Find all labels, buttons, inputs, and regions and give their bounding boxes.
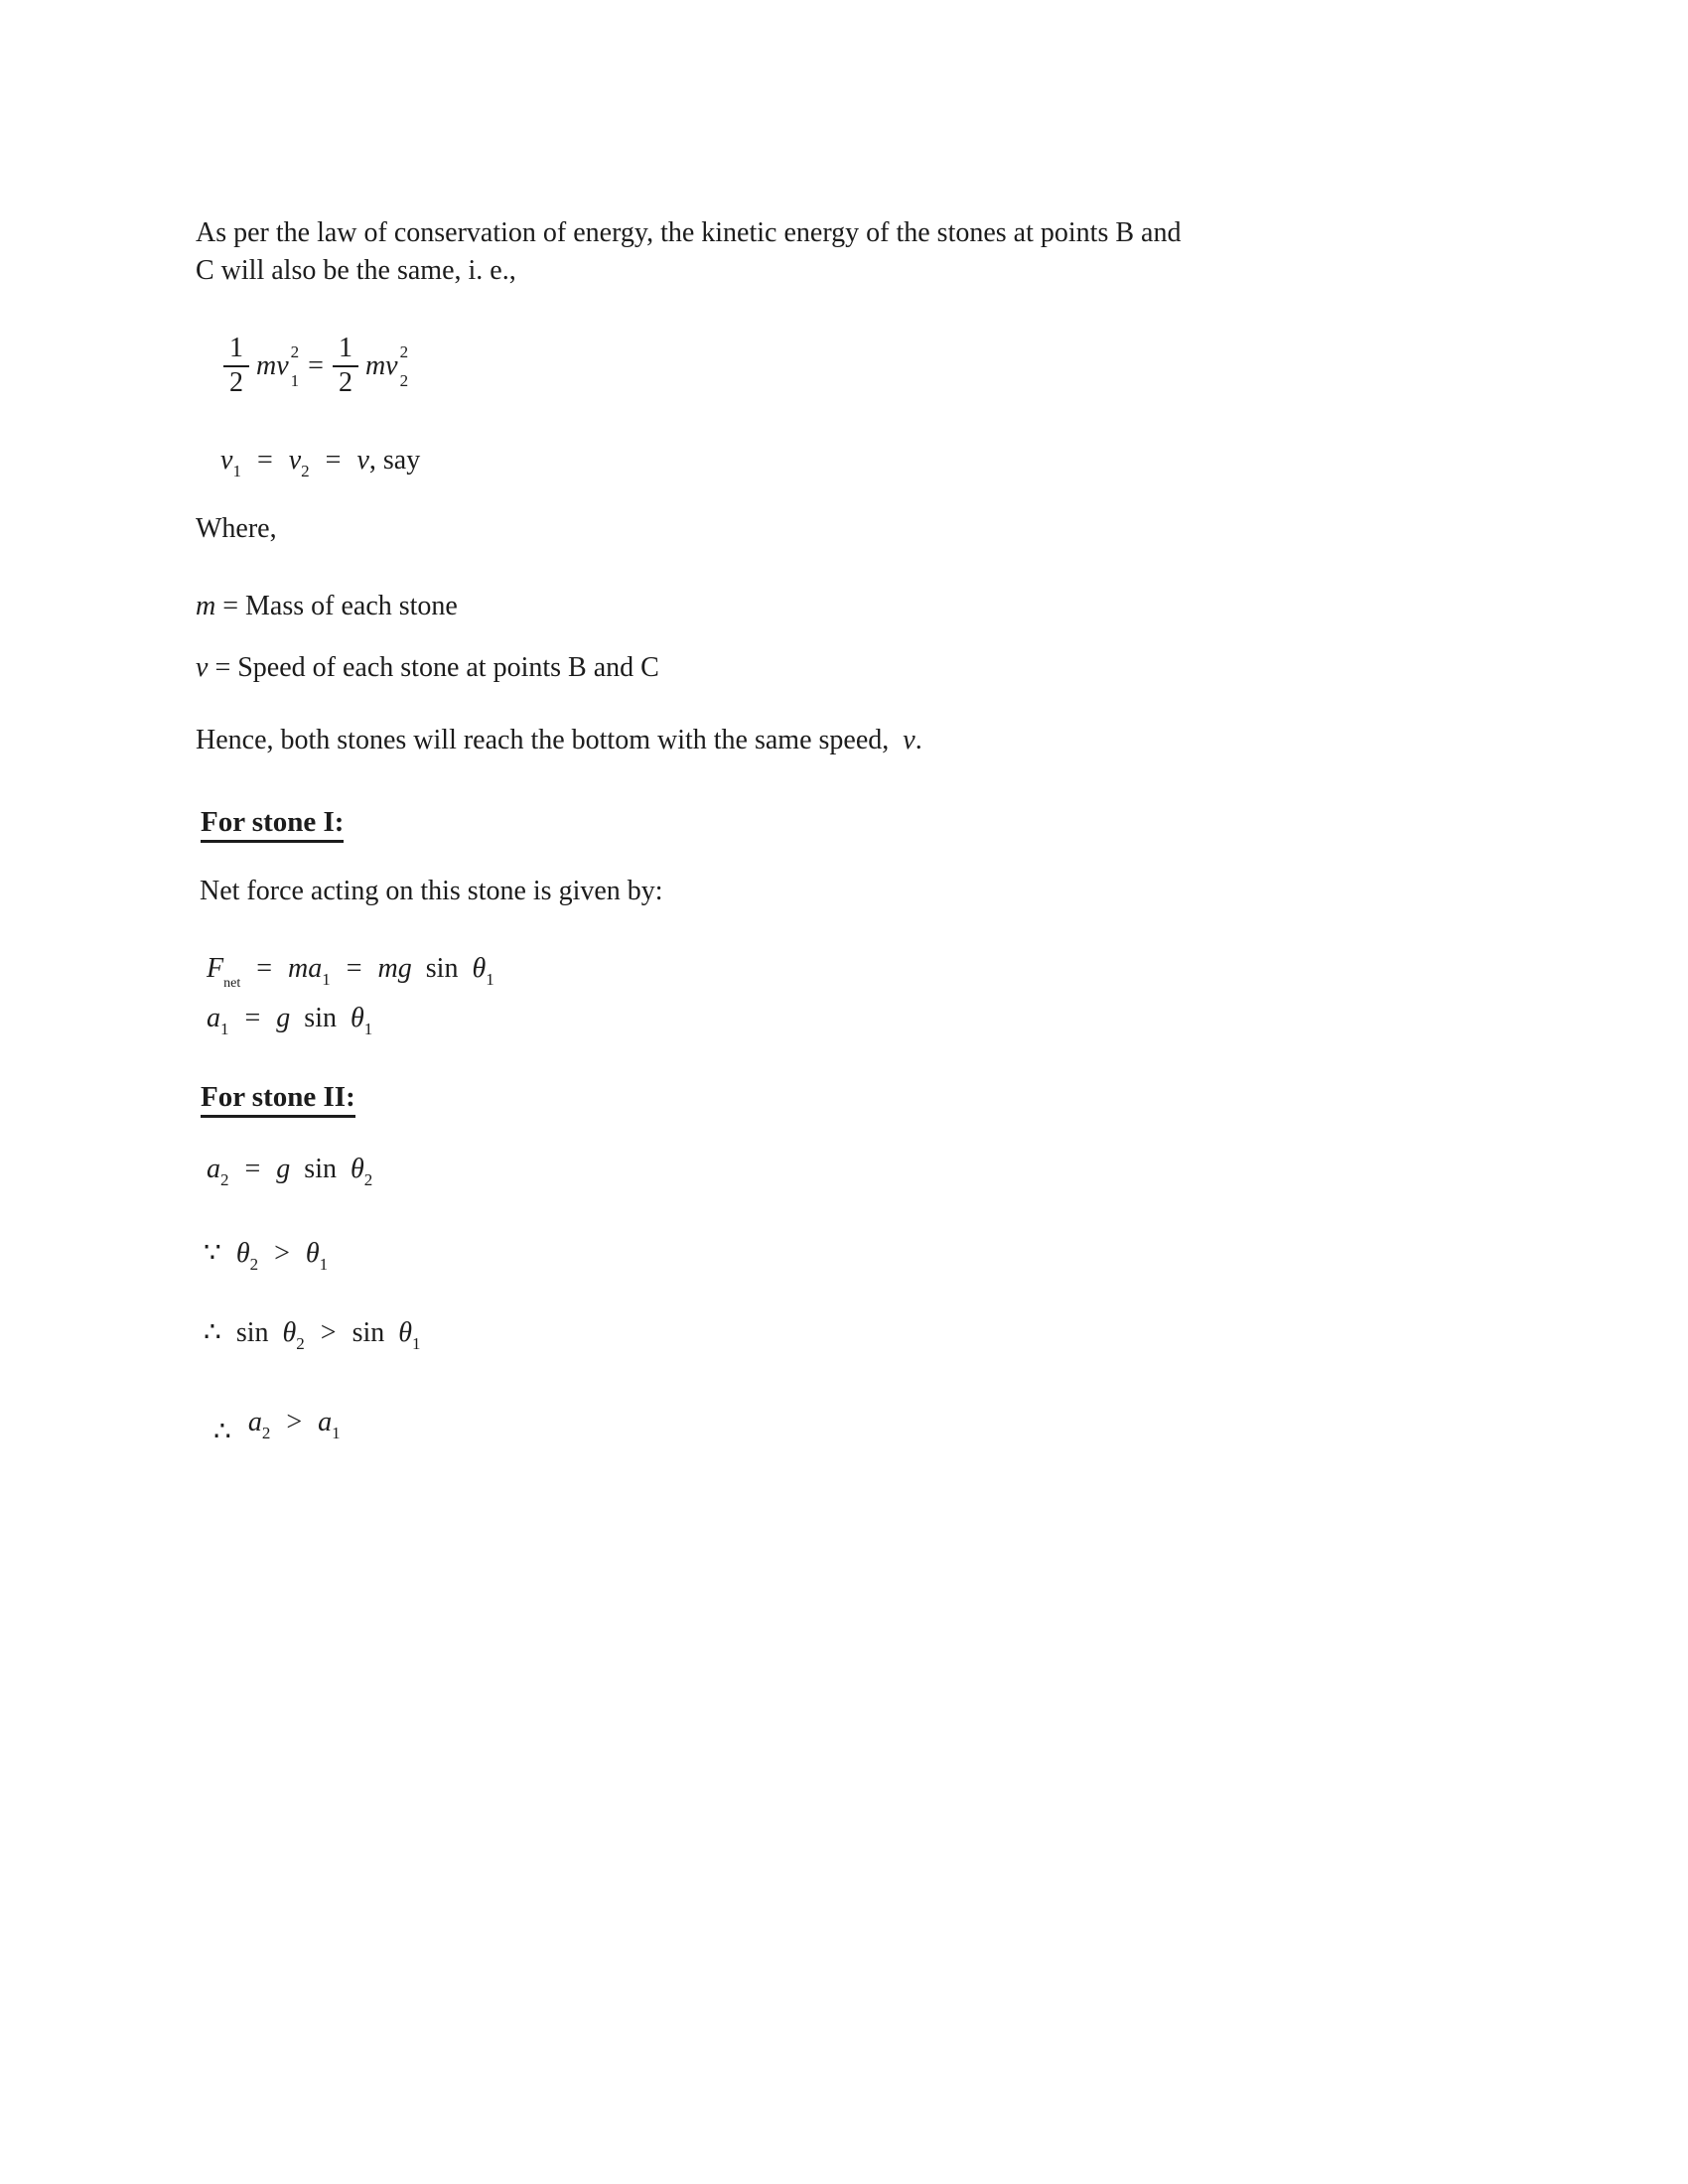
equals-sign: =: [256, 953, 273, 984]
sub-1: 1: [319, 1255, 329, 1274]
sub-2: 2: [261, 1424, 271, 1442]
term-mv1: mv: [256, 349, 289, 381]
sin-function: sin: [352, 1317, 385, 1348]
superscript-2: 2: [290, 342, 300, 361]
sub-net: net: [223, 976, 241, 991]
sin-function: sin: [304, 1154, 337, 1184]
equation-a2: [207, 1151, 372, 1188]
where-label: Where,: [196, 513, 277, 544]
equals-sign: =: [325, 445, 342, 476]
sub-1: 1: [486, 970, 494, 989]
equals-sign: =: [244, 1154, 261, 1184]
heading-stone-2-text: For stone II:: [201, 1081, 355, 1118]
therefore-a-statement: [213, 1404, 341, 1447]
greater-than-sign: >: [320, 1317, 337, 1348]
fraction-numerator: 1: [223, 335, 249, 367]
sin-function: sin: [235, 1317, 269, 1348]
var-theta2: θ: [235, 1238, 250, 1269]
paragraph-conservation: [196, 214, 1407, 290]
sub-2: 2: [363, 1170, 373, 1189]
greater-than-sign: >: [286, 1407, 303, 1437]
sin-function: sin: [304, 1003, 337, 1033]
var-theta: θ: [472, 953, 487, 984]
paragraph-line-1: As per the law of conservation of energy, the kinetic energy of the stones at points B and: [196, 217, 1182, 248]
equation-net-force: [207, 944, 494, 1043]
superscript-2: 2: [399, 342, 409, 361]
sub-1: 1: [322, 970, 331, 989]
subscript-1: 1: [290, 371, 300, 390]
definition-mass: [196, 588, 458, 625]
term-mv1-scripts: [291, 343, 300, 389]
var-v: v: [903, 725, 915, 755]
equals-sign: =: [244, 1003, 261, 1033]
hence-statement: [196, 722, 922, 759]
definition-speed: [196, 649, 659, 687]
definition-mass-text: = Mass of each stone: [222, 591, 458, 621]
period: .: [914, 725, 922, 755]
sub-1: 1: [363, 1020, 373, 1038]
var-g: g: [276, 1003, 291, 1033]
equation-kinetic-energy: [223, 330, 408, 403]
sin-function: sin: [425, 953, 459, 984]
heading-stone-1-text: For stone I:: [201, 806, 344, 843]
therefore-sin-statement: [204, 1314, 421, 1352]
var-a1: a: [318, 1407, 333, 1437]
var-theta: θ: [350, 1154, 364, 1184]
term-mg: mg: [377, 953, 412, 984]
var-g: g: [276, 1154, 291, 1184]
sub-2: 2: [301, 462, 310, 480]
equals-sign: =: [308, 349, 324, 381]
var-v: v: [196, 652, 209, 683]
therefore-symbol: ∴: [204, 1317, 221, 1348]
therefore-symbol: ∴: [213, 1417, 231, 1447]
var-v: v: [356, 445, 369, 476]
sub-1: 1: [332, 1424, 341, 1442]
sub-1: 1: [412, 1334, 421, 1353]
fraction-denominator: 2: [229, 367, 243, 398]
sub-1: 1: [232, 462, 241, 480]
var-F: F: [207, 953, 224, 984]
equals-sign: =: [346, 953, 362, 984]
var-v1: v: [220, 445, 233, 476]
heading-stone-1: [201, 803, 344, 842]
sub-1: 1: [220, 1020, 229, 1038]
hence-text: Hence, both stones will reach the bottom with the same speed,: [196, 725, 890, 755]
sub-2: 2: [249, 1255, 259, 1274]
var-v2: v: [288, 445, 302, 476]
because-statement: [204, 1235, 328, 1273]
definition-speed-text: = Speed of each stone at points B and C: [214, 652, 659, 683]
equation-speeds-equal: [220, 442, 420, 479]
term-ma: ma: [288, 953, 323, 984]
term-mv2: mv: [364, 349, 398, 381]
fraction-one-half-right: [333, 335, 358, 397]
var-theta1: θ: [305, 1238, 320, 1269]
var-theta: θ: [350, 1003, 364, 1033]
equals-sign: =: [256, 445, 273, 476]
heading-stone-2: [201, 1078, 355, 1117]
fraction-numerator: 1: [333, 335, 358, 367]
var-a1: a: [207, 1003, 220, 1033]
say-text: , say: [368, 445, 421, 476]
var-a2: a: [247, 1407, 262, 1437]
var-m: m: [196, 591, 216, 621]
net-force-intro: Net force acting on this stone is given by:: [200, 876, 663, 906]
sub-2: 2: [296, 1334, 305, 1353]
term-mv2-scripts: [400, 343, 409, 389]
fraction-denominator: 2: [338, 367, 352, 398]
greater-than-sign: >: [274, 1238, 290, 1269]
var-theta2: θ: [282, 1317, 297, 1348]
because-symbol: ∵: [204, 1238, 221, 1269]
subscript-2: 2: [399, 371, 409, 390]
sub-2: 2: [220, 1170, 229, 1189]
var-a2: a: [207, 1154, 220, 1184]
var-theta1: θ: [398, 1317, 413, 1348]
paragraph-line-2: C will also be the same, i. e.,: [196, 255, 516, 286]
fraction-one-half-left: [223, 335, 249, 397]
